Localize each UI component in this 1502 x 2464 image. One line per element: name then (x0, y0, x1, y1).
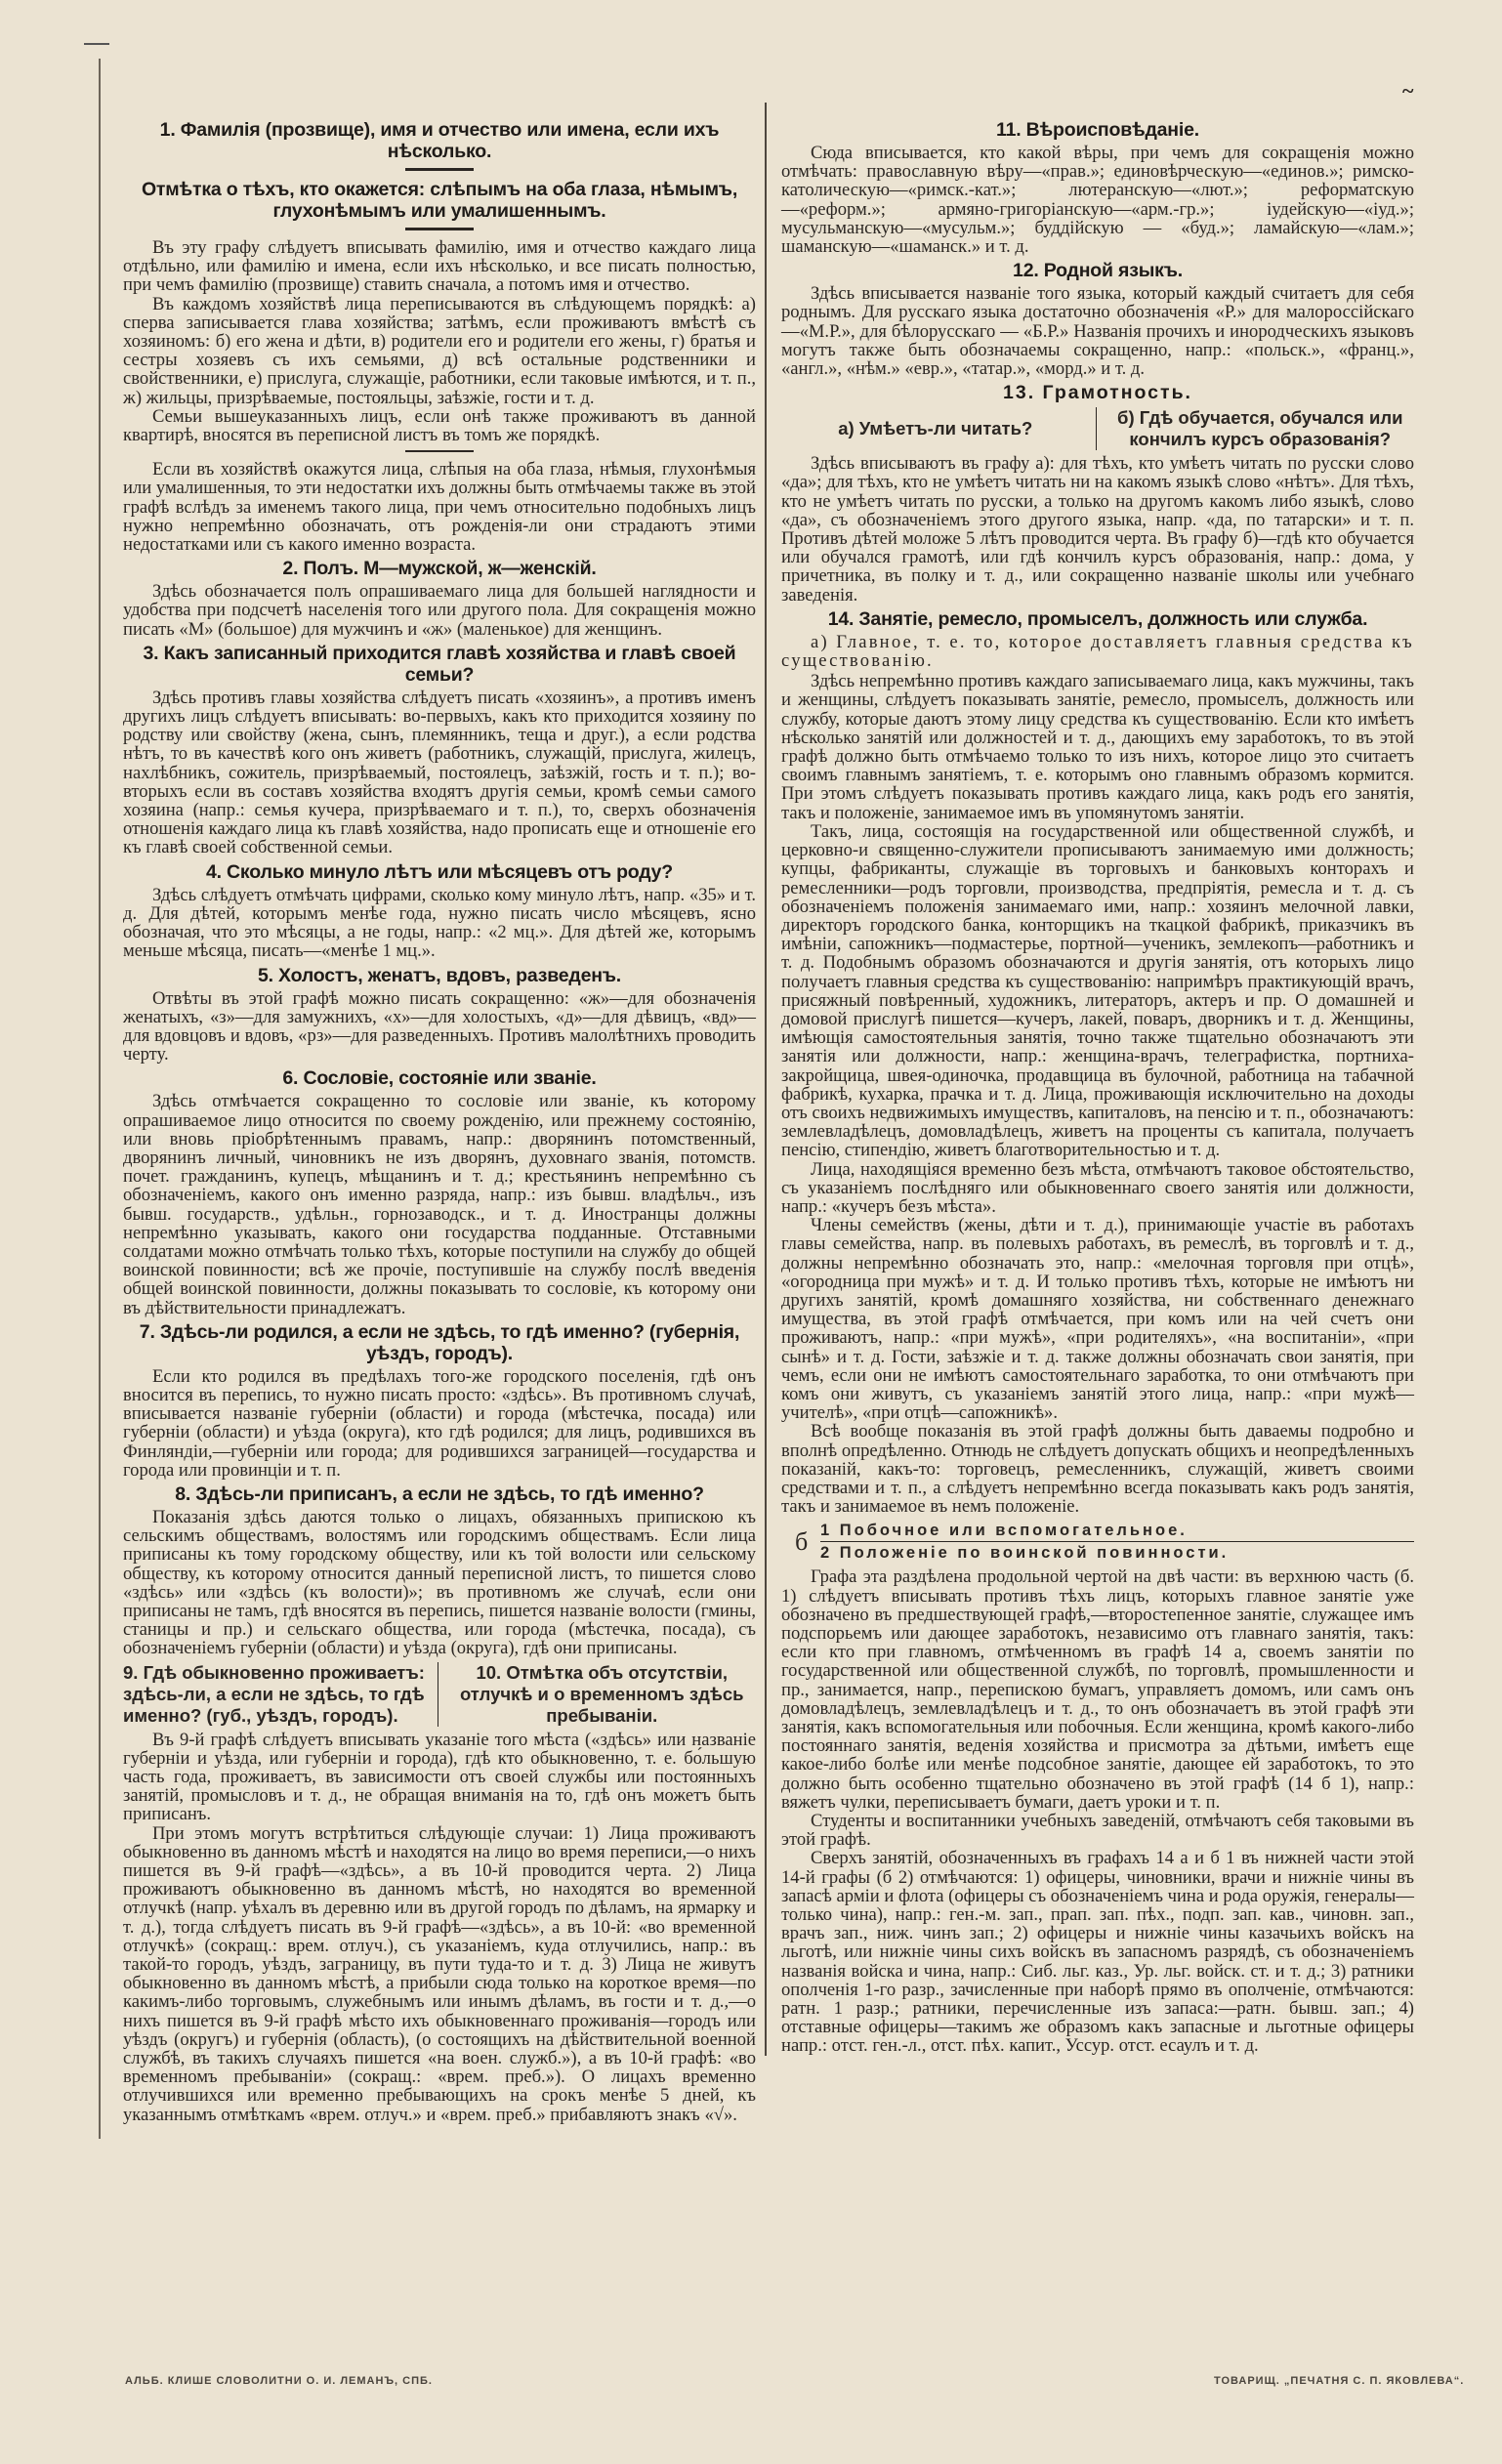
paragraph: Здѣсь отмѣчается сокращенно то сословіе или званіе, къ которому опрашиваемое лицо относится по своему рожденію, или прежнему состоянію, или вновь пріобрѣтеннымъ правамъ, напр.: дворянинъ потомственный, дворянинъ личный, чиновникъ не изъ дворянъ, духовнаго званія, потомств. почет. гражданинъ, купецъ, мѣщанинъ и т. д.; крестьянинъ непремѣнно съ обозначеніемъ, какого онъ именно разряда, напр.: изъ бывш. владѣльч., изъ бывш. государств., удѣльн., горнозаводск., и т. д. Иностранцы должны непремѣнно указывать, какого они государства подданные. Отставными солдатами можно отмѣчать только тѣхъ, которые поступили на службу до общей воинской повинности; всѣ же прочіе, поступившіе на службу послѣ введенія общей воинской повинности, должны показывать то сословіе, къ которому они въ дѣйствительности принадлежатъ. (123, 1091, 756, 1318)
column-divider (765, 103, 767, 2056)
paragraph: Лица, находящіяся временно безъ мѣста, отмѣчаютъ таковое обстоятельство, съ указаніемъ послѣдняго или обыкновеннаго своего занятія или должности, напр.: «кучеръ безъ мѣста». (781, 1158, 1414, 1217)
margin-rule (99, 59, 101, 2139)
paragraph: Отвѣты въ этой графѣ можно писать сокращенно: «ж»—для обозначенія женатыхъ, «з»—для замужнихъ, «х»—для холостыхъ, «д»—для дѣвицъ, «вд»—для вдовцовъ и вдовъ, «рз»—для разведенныхъ. Противъ малолѣтнихъ проводить черту. (123, 987, 756, 1065)
section-13-heading: 13. Грамотность. (1003, 382, 1192, 404)
section-14-heading: 14. Занятіе, ремесло, промыселъ, должность или служба. (827, 607, 1368, 630)
paragraph: Здѣсь непремѣнно противъ каждаго записываемаго лица, какъ мужчины, такъ и женщины, слѣдуетъ показывать занятіе, ремесло, промыселъ, должность или службу, которые даютъ этому лицу средства къ существованію. Если кто имѣетъ нѣсколько занятій или должностей и т. д., дающихъ ему заработокъ, то въ этой графѣ должно быть отмѣчаемо только то изъ нихъ, которое лицо это считаетъ своимъ главнымъ занятіемъ, т. е. которымъ оно главнымъ образомъ кормится. При этомъ слѣдуетъ показывать противъ каждаго лица, какъ родъ его занятія, такъ и положеніе, занимаемое имъ въ упомянутомъ занятіи. (781, 671, 1414, 823)
section-14b2-heading: 2 Положеніе по воинской повинности. (820, 1544, 1230, 1563)
divider (405, 450, 474, 452)
section-1-heading: 1. Фамилія (прозвище), имя и отчество или имена, если ихъ нѣсколько. (159, 119, 720, 162)
section-12-heading: 12. Родной языкъ. (1013, 260, 1183, 282)
paragraph: Если въ хозяйствѣ окажутся лица, слѣпыя на оба глаза, нѣмыя, глухонѣмыя или умалишенныя, то эти недостатки ихъ должны быть отмѣчаемы также въ этой графѣ вслѣдъ за именемъ такого лица, при чемъ относительно подобныхъ лицъ нужно непремѣнно обозначать, отъ рожденія-ли они страдаютъ этими недостатками или съ какого именно возраста. (123, 459, 756, 556)
section-5-heading: 5. Холостъ, женатъ, вдовъ, разведенъ. (257, 964, 622, 986)
paragraph: Студенты и воспитанники учебныхъ заведеній, отмѣчаютъ себя таковыми въ этой графѣ. (781, 1811, 1414, 1851)
section-14b-heading (781, 1520, 1414, 1564)
paragraph: Здѣсь вписывается названіе того языка, который каждый считаетъ для себя роднымъ. Для русскаго языка достаточно обозначенія «Р.» для малороссійскаго—«М.Р.», для бѣлорусскаго — «Б.Р.» Названія прочихъ и инородческихъ языковъ могутъ также быть обозначаемы сокращенно, напр.: «польск.», «франц.», «англ.», «нѣм.» «евр.», «татар.», «морд.» и т. д. (781, 283, 1414, 380)
paragraph: Въ эту графу слѣдуетъ вписывать фамилію, имя и отчество каждаго лица отдѣльно, или фамилію и имена, если ихъ нѣсколько, и все писать полностью, при чемъ фамилію (прозвище) ставить сначала, а потомъ имя и отчество. (123, 237, 756, 296)
section-9-10-headings (123, 1662, 756, 1727)
paragraph: Здѣсь вписываютъ въ графу а): для тѣхъ, кто умѣетъ читать по русски слово «да»; для тѣхъ, кто не умѣетъ читать ни на какомъ языкѣ слово «нѣтъ». Для тѣхъ, кто не умѣетъ читать по русски, а только на другомъ какомъ либо языкѣ, слово «да», съ обозначеніемъ этого другого языка, напр. «да, по татарски» и т. п. Противъ дѣтей моложе 5 лѣтъ проводится черта. Въ графу б)—гдѣ кто обучается или обучался грамотѣ, или гдѣ кончилъ курсъ образованія, напр.: дома, у причетника, въ полку и т. д., или сокращенно названіе школы или учебнаго заведенія. (781, 453, 1414, 606)
paragraph: Въ каждомъ хозяйствѣ лица переписываются въ слѣдующемъ порядкѣ: а) сперва записывается глава хозяйства; затѣмъ, если проживаютъ вмѣстѣ съ хозяиномъ: б) его жена и дѣти, в) родители его и родители его жены, г) братья и сестры хозяевъ съ ихъ семьями, д) всѣ остальные родственники и свойственники, е) прислуга, служащіе, работники, если таковые имѣются, и т. п., ж) жильцы, призрѣваемые, постояльцы, заѣзжіе, гости и т. д. (123, 293, 756, 408)
paragraph: Графа эта раздѣлена продольной чертой на двѣ части: въ верхнюю часть (б. 1) слѣдуетъ вписывать противъ тѣхъ лицъ, которыхъ главное занятіе уже обозначено въ предшествующей графѣ,—второстепенное занятіе, служащее имъ подспорьемъ или дающее заработокъ, независимо отъ главнаго занятія, такъ: если кто при главномъ, отмѣченномъ въ графѣ 14 а, своемъ занятіи по государственной или общественной службѣ, по торговлѣ, промышленности и пр., занимается, напр., перепискою бумагъ, управляетъ домомъ, или самъ онъ домовладѣлецъ, землевладѣлецъ и т. д., то онъ обозначаетъ въ этой графѣ эти занятія, какъ вспомогательныя или побочныя. Если женщина, кромѣ какого-либо постояннаго занятія, веденія хозяйства и присмотра за дѣтьми, имѣетъ еще какое-либо болѣе или менѣе подсобное занятіе, дающее ей заработокъ, то это должно быть особенно тщательно обозначено въ этой графѣ (14 б 1), напр.: вяжетъ чулки, переписываетъ бумаги, даетъ уроки и т. п. (781, 1566, 1414, 1813)
divider (405, 228, 474, 230)
section-2-heading: 2. Полъ. М—мужской, ж—женскій. (282, 558, 597, 580)
section-14b-letter: б (795, 1527, 809, 1557)
printer-imprint-left: АЛЬБ. КЛИШЕ СЛОВОЛИТНИ О. И. ЛЕМАНЪ, СПБ. (125, 2375, 433, 2387)
section-1-subheading: Отмѣтка о тѣхъ, кто окажется: слѣпымъ на оба глаза, нѣмымъ, глухонѣмымъ или умалишеннымъ. (141, 179, 738, 222)
left-column (123, 119, 756, 2124)
paragraph: Семьи вышеуказанныхъ лицъ, если онѣ также проживаютъ въ данной квартирѣ, вносятся въ переписной листъ въ томъ же порядкѣ. (123, 405, 756, 446)
section-14a-heading: а) Главное, т. е. то, которое доставляетъ главныя средства къ существованію. (781, 631, 1414, 672)
section-14b1-heading: 1 Побочное или вспомогательное. (820, 1520, 1414, 1542)
paragraph: Въ 9-й графѣ слѣдуетъ вписывать указаніе того мѣста («здѣсь» или названіе губерніи и уѣзда, или губерніи и города), гдѣ кто обыкновенно, т. е. бо́льшую часть года, проживаетъ, въ зависимости отъ своей службы или постоянныхъ занятій, промысловъ и т. д., не обращая вниманія на то, гдѣ онъ можетъ быть приписанъ. (123, 1729, 756, 1825)
section-13b-heading: б) Гдѣ обучается, обучался или кончилъ курсъ образованія? (1117, 407, 1403, 450)
right-column (781, 119, 1414, 2056)
section-10-heading: 10. Отмѣтка объ отсутствіи, отлучкѣ и о временномъ здѣсь пребываніи. (459, 1661, 744, 1726)
section-8-heading: 8. Здѣсь-ли приписанъ, а если не здѣсь, то гдѣ именно? (175, 1483, 704, 1505)
corner-mark (84, 43, 109, 45)
paragraph: Здѣсь противъ главы хозяйства слѣдуетъ писать «хозяинъ», а противъ именъ другихъ лицъ слѣдуетъ вписывать: во-первыхъ, какъ кто приходится хозяину по родству или свойству (жена, сынъ, племянникъ, теща и друг.), а если родства нѣтъ, то въ качествѣ кого онъ живетъ (работникъ, служащій, прислуга, жилецъ, нахлѣбникъ, сожитель, призрѣваемый, постоялецъ, заѣзжій, гость и т. п.); во-вторыхъ если въ составъ хозяйства входятъ другія семьи, кромѣ семьи самого хозяина (напр.: семья кучера, призрѣваемаго и т. п.), то, сверхъ обозначенія отношенія каждаго лица къ главѣ хозяйства, надо прописать еще и отношеніе его къ главѣ своей собственной семьи. (123, 687, 756, 858)
paragraph: Члены семействъ (жены, дѣти и т. д.), принимающіе участіе въ работахъ главы семейства, напр. въ полевыхъ работахъ, въ ремеслѣ, въ торговлѣ и т. д., должны непремѣнно обозначать это, напр.: «мелочная торговля при отцѣ», «огородница при мужѣ» и т. д. И только противъ тѣхъ, которые не имѣютъ ни другихъ занятій, кромѣ домашняго хозяйства, ни собственнаго денежнаго имущества, въ этой графѣ отмѣчается, при комъ или на чей счетъ они проживаютъ, напр.: «при мужѣ», «при родителяхъ», «на воспитаніи», «при сынѣ» и т. д. Гости, заѣзжіе и т. д. также должны обозначать свои занятія, при чемъ, если они не имѣютъ самостоятельнаго заработка, то они отмѣчаютъ при комъ они живутъ, съ указаніемъ занятій этого лица, напр.: «при мужѣ—учителѣ», «при отцѣ—сапожникѣ». (781, 1215, 1414, 1424)
section-7-heading: 7. Здѣсь-ли родился, а если не здѣсь, то гдѣ именно? (губернія, уѣздъ, городъ). (139, 1320, 740, 1364)
section-3-heading: 3. Какъ записанный приходится главѣ хозяйства и главѣ своей семьи? (143, 642, 736, 686)
divider (405, 168, 474, 171)
section-9-heading: 9. Гдѣ обыкновенно проживаетъ: здѣсь-ли, а если не здѣсь, то гдѣ именно? (губ., уѣздъ, городъ). (123, 1662, 438, 1727)
paragraph: Сверхъ занятій, обозначенныхъ въ графахъ 14 а и б 1 въ нижней части этой 14-й графы (б 2) отмѣчаются: 1) офицеры, чиновники, врачи и нижніе чины въ запасѣ арміи и флота (офицеры съ обозначеніемъ чина и рода оружія, генералы—только чина), напр.: ген.-м. зап., прап. зап. пѣх., подп. зап. кав., чиновн. зап., врачъ зап., ниж. чинъ зап.; 2) офицеры и нижніе чины казачьихъ войскъ на льготѣ, или нижніе чины сихъ войскъ въ запасномъ разрядѣ, съ обозначеніемъ названія войска и чина, напр.: Сиб. льг. каз., Ур. льг. войск. ст. и т. д.; 3) ратники ополченія 1-го разр., зачисленные при наборѣ прямо въ ополченіе, отмѣчаются: ратн. 1 разр.; ратники, перечисленные изъ запаса:—ратн. бывш. зап.; 4) отставные офицеры—такимъ же образомъ какъ запасные и льготные офицеры напр.: отст. ген.-л., отст. пѣх. капит., Уссур. отст. есаулъ и т. д. (781, 1848, 1414, 2057)
paragraph: Здѣсь слѣдуетъ отмѣчать цифрами, сколько кому минуло лѣтъ, напр. «35» и т. д. Для дѣтей, которымъ менѣе года, нужно писать число мѣсяцевъ, ясно обозначая, что это мѣсяцы, а не годы, напр.: «2 мц.». Для дѣтей же, которымъ меньше мѣсяца, писать—«менѣе 1 мц.». (123, 884, 756, 962)
paragraph: Если кто родился въ предѣлахъ того-же городского поселенія, гдѣ онъ вносится въ перепись, то нужно писать просто: «здѣсь». Въ противномъ случаѣ, вписывается названіе губерніи (области) и города (мѣстечка, посада) или губерніи (области) и уѣзда (округа), кто гдѣ родился; для лицъ, родившихся въ Финляндіи,—губерніи или города; для родившихся заграницей—государства и города или провинціи и т. п. (123, 1365, 756, 1481)
section-4-heading: 4. Сколько минуло лѣтъ или мѣсяцевъ отъ роду? (205, 860, 674, 883)
paragraph: При этомъ могутъ встрѣтиться слѣдующіе случаи: 1) Лица проживаютъ обыкновенно въ данномъ мѣстѣ и находятся на лицо во время переписи,—о нихъ пишется въ 9-й графѣ—«здѣсь», а въ 10-й проводится черта. 2) Лица проживаютъ обыкновенно въ данномъ мѣстѣ, но находятся во временной отлучкѣ (напр. уѣхалъ въ деревню или въ другой городъ по дѣламъ, на ярмарку и т. д.), тогда слѣдуетъ писать въ 9-й графѣ—«здѣсь», а въ 10-й: «во временной отлучкѣ» (сокращ.: врем. отлуч.), съ указаніемъ, куда отлучились, напр.: въ такой-то городъ, уѣздъ, заграницу, въ пути туда-то и т. д. 3) Лица не живутъ обыкновенно въ данномъ мѣстѣ, а прибыли сюда только на короткое время—по какимъ-либо торговымъ, служебнымъ или инымъ дѣламъ, въ гости и т. д.,—о нихъ пишется въ 9-й графѣ мѣсто ихъ обыкновеннаго проживанія—городъ или уѣздъ (округъ) и губернія (область), (о состоящихъ на дѣйствительной военной службѣ, въ такихъ случаяхъ пишется «на воен. служб.»), а въ 10-й графѣ: «во временномъ пребываніи» (сокращ.: «врем. преб.»). О лицахъ временно отлучившихся или временно пребывающихъ на срокъ менѣе 5 дней, къ указаннымъ отмѣткамъ «врем. отлуч.» и «врем. преб.» прибавляютъ знакъ «√». (123, 1822, 756, 2125)
stray-mark: ~ (1402, 78, 1414, 103)
section-6-heading: 6. Сословіе, состояніе или званіе. (282, 1067, 597, 1090)
section-11-heading: 11. Вѣроисповѣданіе. (996, 119, 1199, 141)
section-13a-heading: а) Умѣетъ-ли читать? (781, 407, 1097, 450)
section-13-subheadings (781, 407, 1414, 450)
printer-imprint-right: ТОВАРИЩ. „ПЕЧАТНЯ С. П. ЯКОВЛЕВА“. (1214, 2375, 1465, 2387)
paragraph: Всѣ вообще показанія въ этой графѣ должны быть даваемы подробно и вполнѣ опредѣленно. Отнюдь не слѣдуетъ допускать общихъ и неопредѣленныхъ показаній, какъ-то: торговецъ, ремесленникъ, служащій, живетъ своими средствами и т. п., а слѣдуетъ непремѣнно всегда показывать какъ родъ занятія, такъ и занимаемое въ немъ положеніе. (781, 1421, 1414, 1518)
paragraph: Показанія здѣсь даются только о лицахъ, обязанныхъ припискою къ сельскимъ обществамъ, волостямъ или городскимъ обществамъ. Если лица приписаны къ тому городскому обществу, или къ той волости или сельскому обществу, къ которому относится данный переписной листъ, то пишется слово «здѣсь» или «здѣсь (къ волости)»; въ противномъ же случаѣ, если они приписаны не тамъ, гдѣ вносятся въ перепись, пишется названіе волости (гмины, станицы и пр.) и сельскаго общества, или города (мѣстечка, посада), съ обозначеніемъ губерніи (области) и уѣзда (округа), гдѣ они приписаны. (123, 1506, 756, 1659)
paragraph: Такъ, лица, состоящія на государственной или общественной службѣ, и церковно-и священно-служители прописываютъ занимаемую ими должность; купцы, фабриканты, служащіе въ торговыхъ и банковыхъ конторахъ и ремесленники—родъ торговли, производства, предпріятія, ремесла и т. д. съ обозначеніемъ положенія занимаемаго ими, напр.: хозяинъ мелочной лавки, директоръ городского банка, конторщикъ на ткацкой фабрикѣ, приказчикъ въ имѣніи, сапожникъ—подмастерье, портной—ученикъ, землекопъ—работникъ и т. д. Подобнымъ образомъ обозначаются и другія занятія, отъ которыхъ лицо получаетъ главныя средства къ существованію: напримѣръ практикующій врачъ, присяжный повѣренный, художникъ, литераторъ, актеръ и пр. О домашней и домовой прислугѣ пишется—кучеръ, лакей, поваръ, дворникъ и т. д. Женщины, имѣющія самостоятельныя занятія, точно также тщательно обозначаютъ эти занятія или должности, напр.: женщина-врачъ, телеграфистка, портниха-закройщица, швея-одиночка, продавщица въ булочной, работница на табачной фабрикѣ, кухарка, прачка и т. д. Лица, проживающія исключительно на доходы отъ своихъ недвижимыхъ имуществъ, капиталовъ, на пенсію и т. п., обозначаютъ: землевладѣлецъ, домовладѣлецъ, живетъ на проценты съ капитала, получаетъ пенсію, стипендію, живетъ благотворительностью и т. д. (781, 820, 1414, 1161)
paragraph: Здѣсь обозначается полъ опрашиваемаго лица для большей наглядности и удобства при подсчетѣ населенія того или другого пола. Для сокращенія можно писать «М» (большое) для мужчинъ и «ж» (маленькое) для женщинъ. (123, 581, 756, 640)
paragraph: Сюда вписывается, кто какой вѣры, при чемъ для сокращенія можно отмѣчать: православную вѣру—«прав.»; единовѣрческую—«единов.»; римско-католическую—«римск.-кат.»; лютеранскую—«лют.»; реформатскую—«реформ.»; армяно-григоріанскую—«арм.-гр.»; іудейскую—«іуд.»; мусульманскую—«мусульм.»; буддійскую — «буд.»; ламайскую—«лам.»; шаманскую—«шаманск.» и т. д. (781, 143, 1414, 258)
